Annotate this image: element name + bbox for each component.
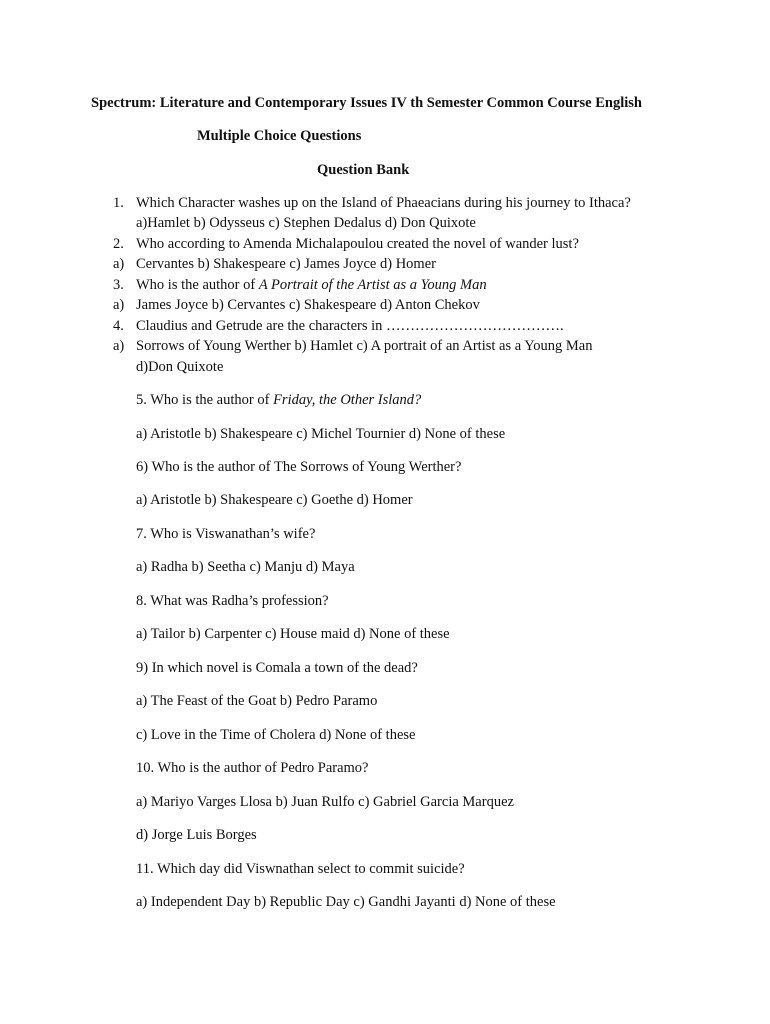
options-5: a) Aristotle b) Shakespeare c) Michel Tournier d) None of these	[136, 426, 506, 442]
question-6: 6) Who is the author of The Sorrows of Young Werther?	[136, 459, 462, 475]
question-11: 11. Which day did Viswnathan select to commit suicide?	[136, 861, 465, 877]
question-7: 7. Who is Viswanathan’s wife?	[136, 526, 316, 542]
options-10-continued: d) Jorge Luis Borges	[136, 827, 257, 843]
options-7: a) Radha b) Seetha c) Manju d) Maya	[136, 559, 355, 575]
list-marker: 2.	[113, 236, 124, 252]
question-5	[136, 391, 421, 409]
list-marker: a)	[113, 297, 125, 313]
question-3	[136, 276, 487, 294]
list-marker: 3.	[113, 277, 124, 293]
options-4-continued: d)Don Quixote	[136, 359, 224, 375]
options-6: a) Aristotle b) Shakespeare c) Goethe d) Homer	[136, 492, 413, 508]
question-10: 10. Who is the author of Pedro Paramo?	[136, 760, 369, 776]
question-1: Which Character washes up on the Island of Phaeacians during his journey to Ithaca?	[136, 195, 631, 211]
list-marker: 4.	[113, 318, 124, 334]
question-2: Who according to Amenda Michalapoulou created the novel of wander lust?	[136, 236, 579, 252]
list-marker: a)	[113, 256, 125, 272]
options-9: a) The Feast of the Goat b) Pedro Paramo	[136, 693, 378, 709]
options-2: Cervantes b) Shakespeare c) James Joyce d) Homer	[136, 256, 436, 272]
options-11: a) Independent Day b) Republic Day c) Gandhi Jayanti d) None of these	[136, 894, 556, 910]
options-9-continued: c) Love in the Time of Cholera d) None of these	[136, 727, 416, 743]
options-1: a)Hamlet b) Odysseus c) Stephen Dedalus d) Don Quixote	[136, 215, 476, 231]
options-4: Sorrows of Young Werther b) Hamlet c) A portrait of an Artist as a Young Man	[136, 338, 593, 354]
question-3-book-title: A Portrait of the Artist as a Young Man	[258, 277, 487, 293]
question-9: 9) In which novel is Comala a town of the dead?	[136, 660, 418, 676]
options-10: a) Mariyo Varges Llosa b) Juan Rulfo c) Gabriel Garcia Marquez	[136, 794, 514, 810]
question-4: Claudius and Getrude are the characters in ……………………………….	[136, 318, 564, 334]
document-title: Spectrum: Literature and Contemporary Issues IV th Semester Common Course English	[91, 95, 642, 111]
question-8: 8. What was Radha’s profession?	[136, 593, 329, 609]
question-5-text: 5. Who is the author of	[136, 392, 274, 408]
document-subtitle: Multiple Choice Questions	[197, 128, 362, 144]
question-3-text: Who is the author of	[136, 277, 259, 293]
section-heading: Question Bank	[317, 162, 410, 178]
list-marker: 1.	[113, 195, 124, 211]
options-8: a) Tailor b) Carpenter c) House maid d) None of these	[136, 626, 450, 642]
question-5-book-title: Friday, the Other Island?	[273, 392, 422, 408]
list-marker: a)	[113, 338, 125, 354]
options-3: James Joyce b) Cervantes c) Shakespeare d) Anton Chekov	[136, 297, 480, 313]
